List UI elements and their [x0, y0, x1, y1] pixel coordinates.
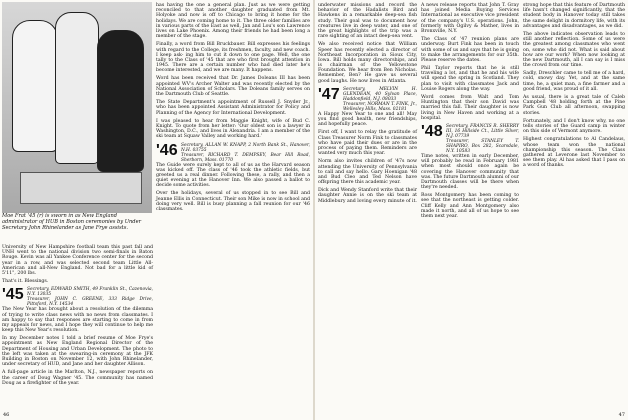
paragraph: A news release reports that John T. Gray has joined Media Buying Services International as executive vice president of the company's U.S. operations. John, formerly with Ogilvy & Mather, lives in Bronxville, N.Y. — [421, 3, 519, 34]
column-a — [2, 245, 153, 389]
class-contact — [343, 87, 417, 112]
class-section-47 — [318, 87, 417, 112]
paragraph: Ross Montgomery has been coming to see that the northeast is getting colder. Cliff Kelly and Ann Montgomery also made it north, and all of us hope to see them next year. — [421, 193, 519, 219]
paragraph: strong hope that this feature of Dartmouth life hasn't changed significantly, that the student body in Hanover today still takes the same delight in dormitory life, with its advantages and disadvantages, as we did. — [523, 3, 625, 29]
column-e — [523, 3, 625, 171]
secretary-info: Secretary, EDWARD SMITH, 49 Franklin St., Cazenovia, N.Y. 13035 — [27, 287, 153, 298]
paragraph: In my December notes I told a brief resume of Moe Frye's appointment as New England Regional Director of the Department of Housing and Urban Development. The photo to the left was taken at the swearing-in ceremony at the JFK Building in Boston on November 12, with John Rhinelander, under secretary of HUD, and Jane and her daughter Allison. — [2, 336, 153, 368]
paragraph: Time notes, written in early December, will probably be read in February 1981 when most should once again be covering the Hanover community that was. The future Dartmouth alumni of our Dartmouth classes will be there when they're needed. — [421, 153, 520, 191]
class-section-48 — [421, 124, 519, 154]
paragraph: Over the holidays, several of us stopped in to see Bill and Jeanne Ellis in Connecticut. Their son Mike is now in school and doing very well. Bill is busy planning a fall reunion for our '46 classmates. — [156, 191, 310, 212]
class-contact — [446, 124, 519, 154]
page-number: 47 — [618, 412, 625, 418]
class-contact — [27, 287, 153, 307]
class-section-46 — [156, 143, 310, 163]
class-year: '46 — [156, 141, 178, 159]
column-c — [318, 3, 417, 207]
column-d — [421, 3, 519, 222]
paragraph: The Class of '47 reunion plans are underway. Burt Fink has been in touch with some of us and says that he is going to make the arrangements for our 35th. Please reserve the dates. — [421, 37, 519, 63]
paragraph: Finally, a word from Bill Bruckbauer. Bill expresses his feelings with regard to the College, its freshmen, faculty, and new coach. I keep ask- ing him to cut it down to one page. Well, the one tally to the Class of '45 that are who first brought attention in 1945. There are a certain number who had died later he's become interested, and we are many. It happens. — [156, 42, 310, 74]
paragraph: Highest congratulations to Al Candelaus, whose team won the national championship this season. The Class gathered at Leverone last November to see them play. Al has asked that I pass on a word of thanks. — [523, 137, 625, 169]
paragraph: A full-page article in the Marlton, N.J., newspaper reports on the career of Doug Wagner '45. The community has named Doug as a firefighter of the year. — [2, 370, 153, 386]
column-b — [156, 3, 310, 215]
treasurer-info: Treasurer, STANLEY T. SHAPIRO, Box 282, Scarsdale, N.Y. 10583 — [446, 138, 519, 154]
secretary-info: Secretary, ALLAN W. KNAPP, 2 North Bank St., Hanover, N.H. 03755 — [181, 142, 310, 153]
paragraph: First off, I want to relay the gratitude of Class Treasurer Norm Fink to classmates who have paid their dues or are in the process of paying them. Reminders are wanted very much this year. — [318, 130, 417, 157]
right-page — [315, 0, 628, 420]
paragraph: Word comes from Walt and Tom Huntington that their son David was married this fall. Their daughter is now living in New Haven and working at a hospital. — [421, 95, 519, 121]
class-contact — [181, 143, 310, 163]
paragraph: Phil Taylor reports that he is still traveling a lot, and that he and his wife will spend the spring in Scotland. They plan to visit with classmates Jack and Louise Rogers along the way. — [421, 66, 519, 92]
table-figure — [20, 172, 142, 204]
paragraph: A Happy New Year to one and all! May you find good health, new friendships, and hopefully peace. — [318, 111, 417, 128]
paragraph: Norm also invites children of '47s now attending the University of Pennsylvania to call and say hello. Gary Hoenigan '48 and Bud Cleo and Ted Nelson have offspring there this academic year. — [318, 159, 417, 186]
treasurer-info: Treasurer, RICHARD T. DEMPSEY, Bear Hill Road, Sherborn, Mass. 01770 — [181, 152, 310, 163]
paragraph: Dick and Wendy Stanford write that their daughter Annie is on the ski team at Middlebury and loving every minute of it. — [318, 188, 417, 204]
paragraph: has having the one a general plan. Just as we were getting reconciled to that another daughter graduated from Mt. Holyoke and now is off to Chicago to bring it home for the holidays. We are coming home to it. The three older families are in various parts of the East as well, Jan and Lou's son Lawrence lives on Lake Phoenix. Among their friends he had been long a member of the stage. — [156, 3, 310, 40]
paragraph: Fortunately, and I don't know why, no one tells stories of the Guard camp in winter on this side of Vermont anymore. — [523, 118, 625, 135]
paragraph: Word has been received that Dr. James Doleans III has been appointed WV's Archer Walter and was recently elected by the National Association of Scholars. The Doleans family serves on the Dartmouth Club of Seattle. — [156, 76, 310, 97]
photo-swearing-in — [2, 2, 152, 213]
class-year: '45 — [2, 286, 24, 304]
treasurer-info: Treasurer, NORMAN T. FINK, Jr., Wellesley Hills, Mass. 02181 — [343, 101, 418, 112]
class-year: '47 — [318, 85, 340, 103]
paragraph: Sadly, Dreschler came to tell me of a hard, cold, snowy day. Yet, and at the same time, he, a quiet man, a fine farmer and a good friend, was proud of it all. — [523, 71, 625, 92]
page-number: 46 — [3, 412, 10, 418]
photo-caption: Moe Frat '45 (r) is sworn in as New England administrator of HUB in Boston ceremonies by Under Secretary John Rhinelander as Jane Frye assists. — [2, 213, 142, 232]
secretary-info: Secretary, FRANCIS R. SHERRY III, 16 Hillside Ct., Little Silver, N.J. 07739 — [446, 123, 519, 139]
paragraph: The above indicates observation leads to still another reflection. Some of us were the greatest among classmates who went on, some who did not. What is said about how are our work? When now looking at the new Dartmouth, all I can say is I miss the crowd from our time. — [523, 31, 625, 69]
class-section-45 — [2, 287, 153, 307]
person-center-figure — [55, 12, 99, 164]
paragraph: The State Department's appointment of Russell J. Snyder Jr., who has been appointed Assistant Administrator for Policy and Planning of the Agency for International Development. — [156, 100, 310, 116]
paragraph: The New Year has brought about a resolution of the dilemma of trying to write class news with no news from classmates. I am happy to say that responses are starting to come in from my appeals for news, and I hope they will continue to help me keep this New Year's resolution. — [2, 307, 153, 334]
paragraph: That's it. Blessings. — [2, 279, 49, 285]
secretary-info: Secretary, MELVIN H. GLENDEAN, 40 Sylvan Place, Haddonfield, N.J. 08033 — [343, 86, 417, 102]
person-right-figure — [97, 30, 144, 172]
treasurer-info: Treasurer, JOHN C. GREENE, 333 Ridge Drive, Pittsford, N.Y. 14534 — [27, 297, 153, 308]
paragraph: We also received notice that William Speer has recently elected a director of Northeast Incorporation in Sioux City, Iowa. Bill holds many directorships, and is chairman of the Yellowstone Foundation. We hear from Ben Nicholas. Remember, Ben? He gave us several good laughs. He now lives in Atlanta. — [318, 42, 417, 84]
class-year: '48 — [421, 122, 443, 140]
paragraph: The Guide were surely kept to all of us as the Harvard season was kicked off. The class of '46 took the athletic fields, but greeted us a real dinner. Following these, a rally, and then a quiet evening at the Hanover Inn. We also passed a ballot to decide some activities. — [156, 162, 310, 189]
paragraph: University of New Hampshire football team this past fall and UNH went to the national division two semi-finals in Baton Rouge. Kevin was all Yankee Conference center for the second year in a row, and was selected second team Little All-American and all-New England. Not bad for a little kid of 5'11", 200 lbs. — [2, 245, 153, 276]
paragraph: I was pleased to hear from Maggie Knight, wife of Bud C. Knight. To quote from her letter: 'Our oldest son is a lawyer in Washington, D.C., and lives in Alexandria. I am a member of the ski team at Squaw Valley and working hard.' — [156, 118, 310, 140]
paragraph: As usual, there is a great tale of Caleb Campbell '48 holding forth at the Pine Park Gun Club all afternoon, swapping stories. — [523, 95, 625, 116]
person-left-figure — [12, 20, 58, 152]
paragraph: underwater missions and record the behavior of the Hadalists Bird and Hawkens in a remarkable deep-sea fish study. Their goal was to document how creatures live in deep water, and one of the great highlights of the trip was a rare sighting of an intact deep-sea vent. — [318, 3, 417, 40]
left-page — [0, 0, 313, 420]
